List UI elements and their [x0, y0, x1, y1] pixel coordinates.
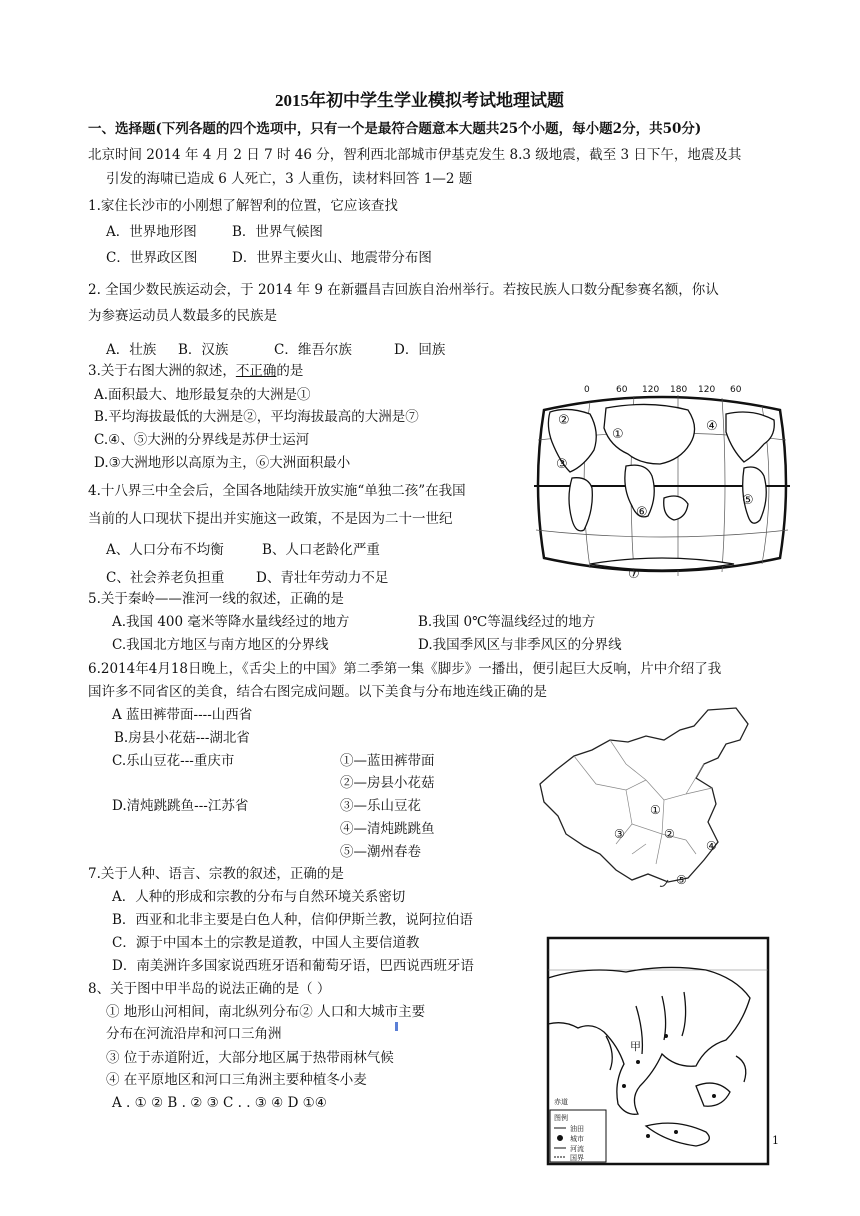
page-number: 1 [772, 1134, 779, 1147]
q6-option-a: A 蓝田裤带面----山西省 [112, 707, 253, 723]
q4-option-b: B、人口老龄化严重 [262, 542, 380, 558]
q1-option-d: D．世界主要火山、地震带分布图 [232, 250, 432, 266]
peninsula-label-jia: 甲 [630, 1040, 641, 1053]
page-title: 2015年初中学生学业模拟考试地理试题 [275, 91, 564, 110]
q6-option-c: C.乐山豆花---重庆市 [112, 753, 235, 769]
continent-marker-3: ③ [556, 457, 568, 472]
q8-statement-1-2: ① 地形山河相间，南北纵列分布② 人口和大城市主要 [106, 1004, 426, 1020]
q8-options: A . ① ② B . ② ③ C . . ③ ④ D ①④ [112, 1095, 327, 1111]
section-heading: 一、选择题(下列各题的四个选项中，只有一个是最符合题意本大题共25个小题，每小题2分，共50分) [88, 121, 702, 137]
q6-legend-item: ③—乐山豆花 [340, 798, 421, 814]
q1-option-a: A．世界地形图 [106, 224, 197, 240]
q8-statement-2-cont: 分布在河流沿岸和河口三角洲 [106, 1026, 282, 1042]
q4-option-a: A、人口分布不均衡 [106, 542, 224, 558]
q5-option-b: B.我国 0℃等温线经过的地方 [418, 614, 596, 630]
map3-legend-item: 河流 [570, 1145, 584, 1153]
lon-label: 120 [642, 385, 660, 395]
q6-legend-item: ④—清炖跳跳鱼 [340, 821, 435, 837]
q4-stem-line-2: 当前的人口现状下提出并实施这一政策，不是因为二十一世纪 [88, 511, 453, 527]
china-marker-5: ⑤ [676, 873, 687, 887]
q1-option-b: B．世界气候图 [232, 224, 323, 240]
continent-marker-5: ⑤ [742, 493, 754, 508]
intro-line-1: 北京时间 2014 年 4 月 2 日 7 时 46 分，智利西北部城市伊基克发生 8.3 级地震，截至 3 日下午，地震及其 [88, 147, 742, 163]
q6-stem-line-1: 6.2014年4月18日晚上，《舌尖上的中国》第二季第一集《脚步》一播出，便引起巨大反响，片中介绍了我 [88, 661, 722, 677]
q2-stem-line-1: 2. 全国少数民族运动会，于 2014 年 9 在新疆昌吉回族自治州举行。若按民族人口数分配参赛名额，你认 [88, 282, 719, 298]
lon-label: 60 [616, 385, 628, 395]
lon-label: 180 [670, 385, 688, 395]
map3-legend-item: 城市 [570, 1135, 584, 1143]
q4-option-c: C、社会养老负担重 [106, 570, 225, 586]
china-marker-2: ② [664, 827, 675, 841]
lon-label: 60 [730, 385, 742, 395]
q3-stem: 3.关于右图大洲的叙述，不正确的是 [88, 363, 304, 379]
q3-option-d: D.③大洲地形以高原为主，⑥大洲面积最小 [94, 455, 351, 471]
china-marker-3: ③ [614, 827, 625, 841]
q7-stem: 7.关于人种、语言、宗教的叙述，正确的是 [88, 866, 344, 882]
q3-stem-underlined: 不正确 [235, 363, 277, 379]
q8-stem: 8、关于图中甲半岛的说法正确的是（ ） [88, 981, 331, 997]
q1-option-c: C．世界政区图 [106, 250, 198, 266]
q7-option-d: D．南美洲许多国家说西班牙语和葡萄牙语，巴西说西班牙语 [112, 958, 474, 974]
continent-marker-4: ④ [706, 419, 718, 434]
map3-equator-label: 赤道 [554, 1098, 568, 1106]
q6-option-d: D.清炖跳跳鱼---江苏省 [112, 798, 249, 814]
q7-option-c: C．源于中国本土的宗教是道教，中国人主要信道教 [112, 935, 420, 951]
q4-option-d: D、青壮年劳动力不足 [256, 570, 389, 586]
q6-option-b: B.房县小花菇---湖北省 [114, 730, 250, 746]
q7-option-a: A．人种的形成和宗教的分布与自然环境关系密切 [112, 889, 406, 905]
china-marker-4: ④ [706, 839, 717, 853]
china-map [536, 704, 756, 890]
q3-option-b: B.平均海拔最低的大洲是②，平均海拔最高的大洲是⑦ [94, 409, 419, 425]
q4-stem-line-1: 4.十八界三中全会后，全国各地陆续开放实施“单独二孩”在我国 [88, 483, 466, 499]
lon-label: 0 [584, 385, 590, 395]
china-marker-1: ① [650, 803, 661, 817]
lon-label: 120 [698, 385, 716, 395]
q6-legend-item: ②—房县小花菇 [340, 775, 435, 791]
q3-option-c: C.④、⑤大洲的分界线是苏伊士运河 [94, 432, 310, 448]
continent-marker-6: ⑥ [636, 505, 648, 520]
q1-stem: 1.家住长沙市的小刚想了解智利的位置，它应该查找 [88, 198, 398, 214]
intro-line-2: 引发的海啸已造成 6 人死亡，3 人重伤，读材料回答 1—2 题 [106, 171, 473, 187]
map3-legend-item: 国界 [570, 1154, 584, 1162]
q3-option-a: A.面积最大、地形最复杂的大洲是① [94, 387, 311, 403]
q5-option-a: A.我国 400 毫米等降水量线经过的地方 [112, 614, 350, 630]
southeast-asia-map [546, 936, 770, 1166]
continent-marker-2: ② [558, 413, 570, 428]
q6-stem-line-2: 国许多不同省区的美食，结合右图完成问题。以下美食与分布地连线正确的是 [88, 684, 547, 700]
continent-marker-7: ⑦ [628, 567, 640, 582]
q7-option-b: B．西亚和北非主要是白色人种，信仰伊斯兰教，说阿拉伯语 [112, 912, 473, 928]
q2-option-a: A．壮族 [106, 342, 157, 358]
q6-legend-item: ①—蓝田裤带面 [340, 753, 435, 769]
cursor-mark [395, 1022, 398, 1031]
q2-stem-line-2: 为参赛运动员人数最多的民族是 [88, 308, 277, 324]
q5-stem: 5.关于秦岭——淮河一线的叙述，正确的是 [88, 591, 344, 607]
q5-option-c: C.我国北方地区与南方地区的分界线 [112, 637, 329, 653]
q8-statement-4: ④ 在平原地区和河口三角洲主要种植冬小麦 [106, 1072, 367, 1088]
q2-option-b: B．汉族 [178, 342, 229, 358]
q8-statement-3: ③ 位于赤道附近，大部分地区属于热带雨林气候 [106, 1050, 394, 1066]
continent-marker-1: ① [612, 427, 624, 442]
q5-option-d: D.我国季风区与非季风区的分界线 [418, 637, 622, 653]
q6-legend-item: ⑤—潮州春卷 [340, 844, 421, 860]
map3-legend-title: 图例 [554, 1114, 568, 1122]
map3-legend-item: 油田 [570, 1125, 584, 1133]
q2-option-c: C．维吾尔族 [274, 342, 352, 358]
q2-option-d: D．回族 [394, 342, 446, 358]
world-continents-map [530, 380, 794, 588]
